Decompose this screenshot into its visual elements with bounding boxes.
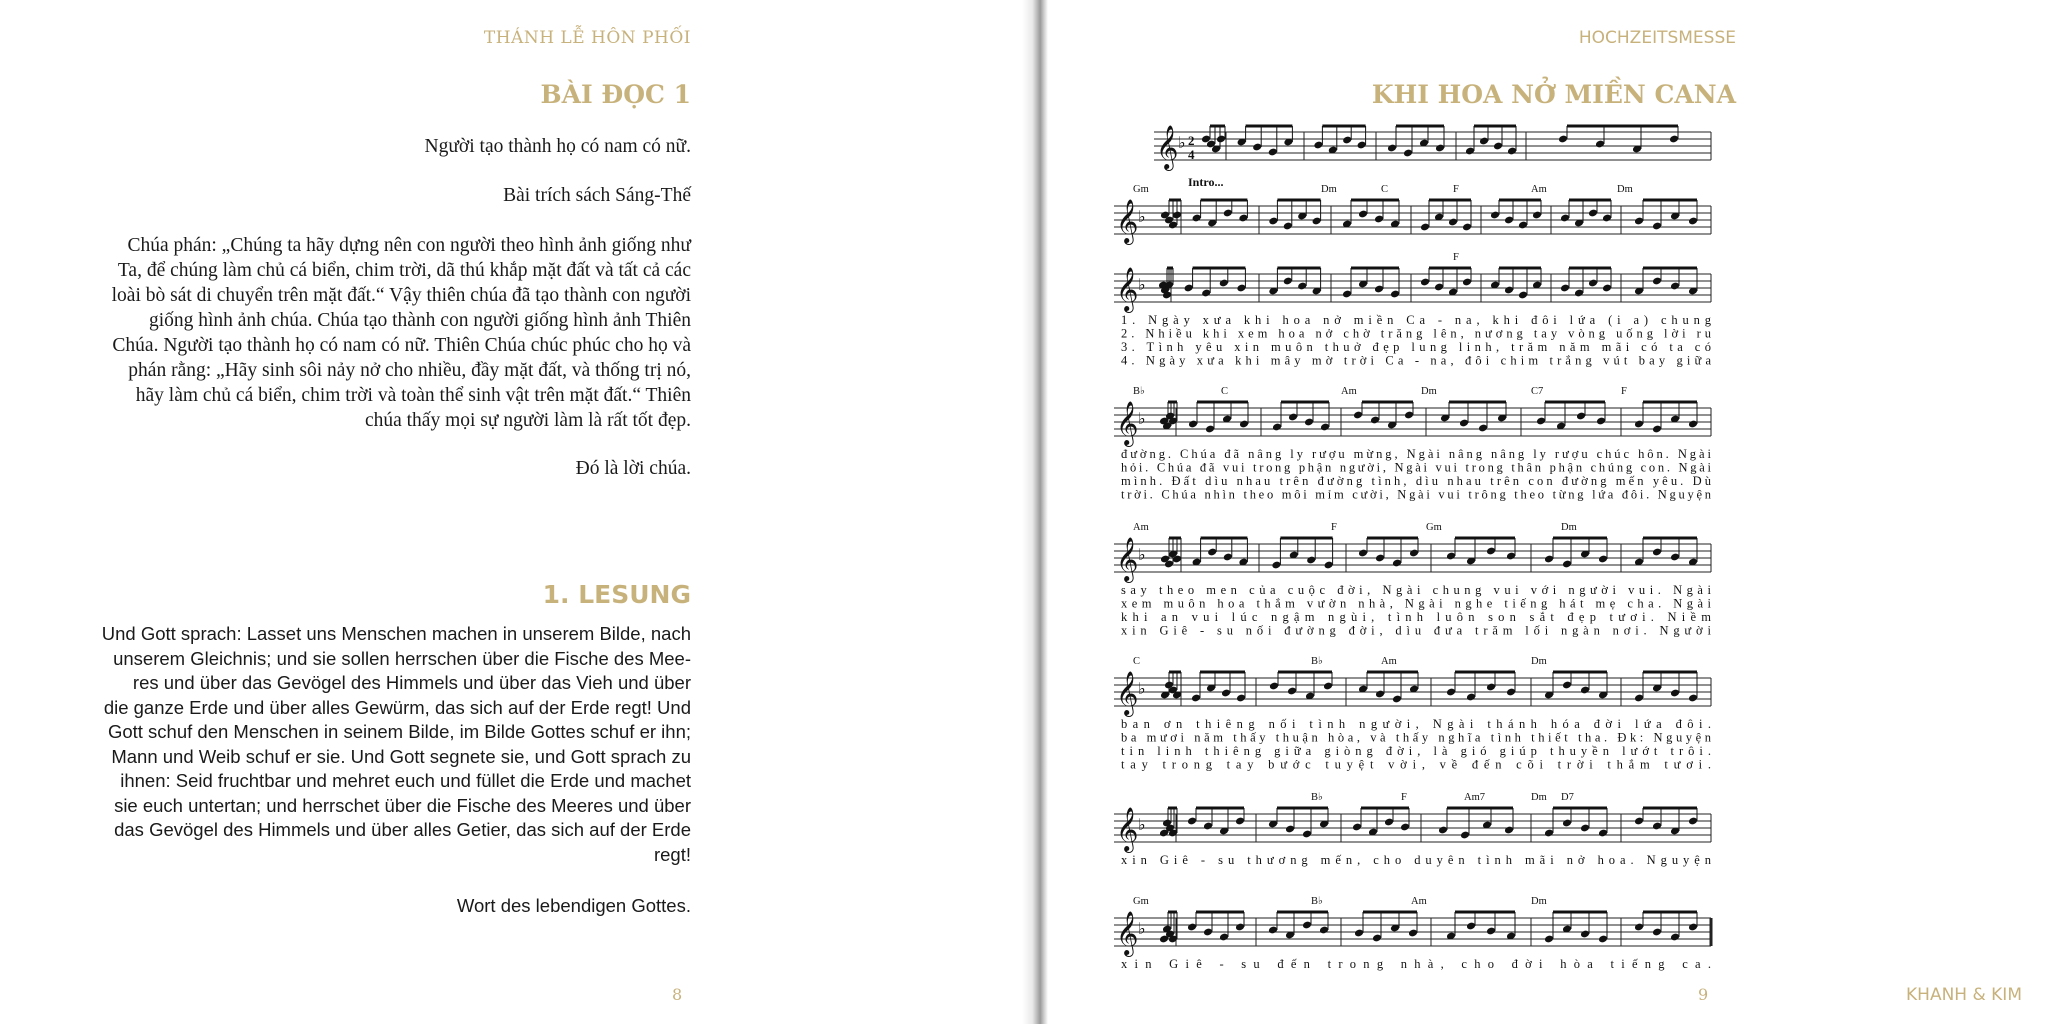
chord-symbol: Am (1133, 522, 1149, 533)
chord-symbol: Am (1381, 656, 1397, 667)
text-line: regt! (653, 843, 691, 865)
lyric-line: khi an vui lúc ngậm ngùi, tình luôn son sắt đẹp tươi. Niềm (1121, 610, 1712, 624)
footer-credit: KHANH & KIM (1906, 985, 2022, 1005)
chord-symbol: Am (1341, 386, 1357, 397)
intro-label: Intro... (1188, 175, 1224, 189)
lyric-line: xem muôn hoa thắm vườn nhà, Ngài nghe tiếng hát mẹ cha. Ngài (1121, 596, 1711, 611)
treble-clef: 𝄞 (1116, 809, 1139, 851)
chord-symbol: B♭ (1311, 896, 1323, 907)
running-header: THÁNH LỄ HÔN PHỐI (483, 28, 691, 48)
key-flat: ♭ (1138, 681, 1146, 698)
text-line: Gott schuf den Menschen in seinem Bilde, im Bilde Gottes schuf er ihn; (107, 721, 691, 742)
lyric-line: tay trong tay bước tuyệt vời, về đến cõi trời thắm tươi. (1121, 757, 1711, 772)
reading-subtitle (51, 134, 691, 159)
reading-closing-vietnamese (51, 456, 691, 481)
page-number-left: 8 (672, 985, 683, 1004)
reading-body-german (51, 622, 691, 867)
lyric-line: ban ơn thiêng nối tình người, Ngài thánh hóa đời lứa đôi. (1121, 717, 1711, 731)
key-flat: ♭ (1138, 209, 1146, 226)
lyric-line: đường. Chúa đã nâng ly rượu mừng, Ngài nâng nâng ly rượu chúc hôn. Ngài (1121, 447, 1712, 461)
reading-source (51, 183, 691, 208)
text-line: Chúa phán: „Chúng ta hãy dựng nên con người theo hình ảnh giống như (127, 235, 691, 256)
key-flat: ♭ (1138, 817, 1146, 834)
chord-symbol: C7 (1531, 386, 1544, 397)
lyric-line: xin Giê - su nối đường đời, dìu đưa trăm lối ngàn nơi. Người (1121, 623, 1711, 638)
text-line: das Gevögel des Himmels und über alles Getier, das sich auf der Erde (114, 819, 691, 840)
text-line: phán rằng: „Hãy sinh sôi nảy nở cho nhiều, đầy mặt đất, và thống trị nó, (128, 360, 691, 381)
chord-symbol: F (1621, 386, 1627, 397)
song-title: KHI HOA NỞ MIỀN CANA (1371, 80, 1736, 109)
chord-symbol: Dm (1321, 184, 1337, 195)
text-line: Bài trích sách Sáng-Thế (503, 185, 691, 206)
text-line: Người tạo thành họ có nam có nữ. (424, 136, 691, 157)
lyric-line: hỏi. Chúa đã vui trong phận người, Ngài vui trong thân phận chúng con. Ngài (1121, 460, 1711, 475)
text-line: chúa thấy mọi sự người làm là rất tốt đẹp. (364, 410, 691, 431)
text-line: Chúa. Người tạo thành họ có nam có nữ. Thiên Chúa chúc phúc cho họ và (112, 335, 691, 356)
text-line: Đó là lời chúa. (575, 458, 691, 479)
text-line: giống hình ảnh chúa. Chúa tạo thành con người giống hình ảnh Thiên (148, 310, 691, 331)
lyric-line: mình. Đất dìu nhau trên đường tình, dìu nhau trên con đường mến yêu. Dù (1121, 474, 1711, 488)
lyric-line: say theo men của cuộc đời, Ngài chung vui với người vui. Ngài (1121, 583, 1711, 597)
chord-symbol: F (1453, 252, 1459, 263)
chord-symbol: B♭ (1311, 792, 1323, 803)
chord-symbol: B♭ (1311, 656, 1323, 667)
key-flat: ♭ (1178, 135, 1186, 152)
treble-clef: 𝄞 (1116, 269, 1139, 311)
text-line: die ganze Erde und über alles Gewürm, das sich auf der Erde regt! Und (103, 696, 691, 718)
key-flat: ♭ (1138, 411, 1146, 428)
lyric-line: 3. Tình yêu xin muôn thuở đẹp lung linh, trăm năm mãi có ta có (1121, 340, 1711, 354)
chord-symbol: Am (1531, 184, 1547, 195)
lyric-line: ba mươi năm thấy thuận hòa, và thấy nghĩa tình thiết tha. Đk: Nguyện (1121, 730, 1711, 745)
treble-clef: 𝄞 (1116, 673, 1139, 715)
chord-symbol: Am (1411, 896, 1427, 907)
chord-symbol: D7 (1561, 792, 1574, 803)
chord-symbol: C (1221, 386, 1229, 397)
chord-symbol: Dm (1561, 522, 1577, 533)
lyric-line: tin linh thiêng giữa giòng đời, là gió giúp thuyền lướt trôi. (1121, 744, 1711, 758)
treble-clef: 𝄞 (1116, 201, 1139, 243)
chord-symbol: Dm (1531, 792, 1547, 803)
page-number-right: 9 (1698, 985, 1709, 1004)
chord-symbol: F (1331, 522, 1337, 533)
text-line: Wort des lebendigen Gottes. (456, 895, 691, 916)
chord-symbol: F (1401, 792, 1407, 803)
chord-symbol: Gm (1133, 896, 1149, 907)
chord-symbol: F (1453, 184, 1459, 195)
time-signature-bottom: 4 (1188, 147, 1195, 162)
reading-title-vietnamese: BÀI ĐỌC 1 (540, 80, 691, 109)
treble-clef: 𝄞 (1116, 403, 1139, 445)
chord-symbol: Dm (1531, 896, 1547, 907)
reading-body-vietnamese (51, 233, 691, 433)
key-flat: ♭ (1138, 921, 1146, 938)
lyric-line: xin Giê - su thương mến, cho duyên tình mãi nở hoa. Nguyện (1121, 853, 1711, 867)
sheet-music (1081, 120, 1771, 990)
chord-symbol: C (1381, 184, 1389, 195)
chord-symbol: Gm (1426, 522, 1442, 533)
text-line: Und Gott sprach: Lasset uns Menschen machen in unserem Bilde, nach (101, 623, 691, 644)
text-line: unserem Gleichnis; und sie sollen herrschen über die Fische des Mee- (113, 647, 691, 669)
chord-symbol: Dm (1617, 184, 1633, 195)
lyric-line: 4. Ngày xưa khi mây mờ trời Ca - na, đôi chim trắng vút bay giữa (1121, 353, 1712, 368)
key-flat: ♭ (1138, 547, 1146, 564)
lyric-line: 1. Ngày xưa khi hoa nở miền Ca - na, khi đôi lứa (i a) chung (1121, 313, 1712, 327)
time-signature-top: 2 (1188, 133, 1195, 148)
chord-symbol: Gm (1133, 184, 1149, 195)
right-page (1048, 0, 2048, 1024)
text-line: ihnen: Seid fruchtbar und mehret euch und füllet die Erde und machet (120, 770, 691, 791)
chord-symbol: Dm (1531, 656, 1547, 667)
chord-symbol: B♭ (1133, 386, 1145, 397)
chord-symbol: Am7 (1464, 792, 1485, 803)
book-gutter (1022, 0, 1048, 1024)
text-line: res und über das Gevögel des Himmels und über das Vieh und über (132, 672, 691, 693)
text-line: hãy làm chủ cá biển, chim trời và toàn thể sinh vật trên mặt đất.“ Thiên (135, 385, 691, 406)
treble-clef: 𝄞 (1116, 913, 1139, 955)
text-line: sie euch untertan; und herrschet über die Fische des Meeres und über (114, 794, 691, 816)
lyric-line: trời. Chúa nhìn theo môi mỉm cười, Ngài vui trông theo từng lứa đôi. Nguyện (1121, 487, 1712, 502)
reading-title-german: 1. LESUNG (542, 580, 691, 609)
treble-clef: 𝄞 (1156, 127, 1179, 169)
key-flat: ♭ (1138, 277, 1146, 294)
reading-closing-german (51, 894, 691, 919)
text-line: Ta, để chúng làm chủ cá biển, chim trời, dã thú khắp mặt đất và tất cả các (117, 260, 691, 281)
chord-symbol: Dm (1421, 386, 1437, 397)
lyric-line: xin Giê - su đến trong nhà, cho đời hòa tiếng ca. (1121, 957, 1711, 971)
lyric-line: 2. Nhiều khi xem hoa nở chờ trăng lên, nương tay vòng uống lời ru (1121, 326, 1711, 341)
left-page (0, 0, 1022, 1024)
text-line: Mann und Weib schuf er sie. Und Gott segnete sie, und Gott sprach zu (111, 745, 691, 767)
text-line: loài bò sát di chuyển trên mặt đất.“ Vậy thiên chúa đã tạo thành con người (111, 285, 691, 306)
treble-clef: 𝄞 (1116, 539, 1139, 581)
running-header-right: HOCHZEITSMESSE (1578, 28, 1736, 48)
chord-symbol: C (1133, 656, 1141, 667)
